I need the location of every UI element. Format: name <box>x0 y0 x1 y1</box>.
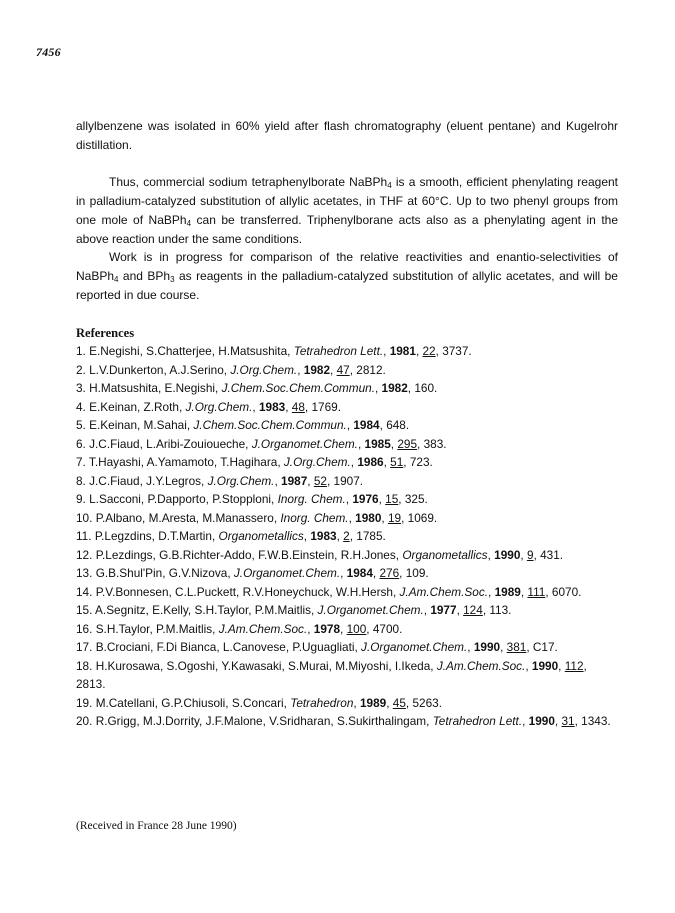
text-segment: is a smooth, efficient phenylating reagent in palladium-catalyzed substitution of allylic acetates, in THF at 60°C. Up to two phenyl groups from one mole of NaBPh <box>76 175 619 227</box>
reference-item: 14. P.V.Bonnesen, C.L.Puckett, R.V.Honeychuck, W.H.Hersh, J.Am.Chem.Soc., 1989, 111, 6070. <box>76 584 582 599</box>
reference-authors: E.Keinan, Z.Roth, <box>89 399 183 414</box>
reference-item: 19. M.Catellani, G.P.Chiusoli, S.Concari, Tetrahedron, 1989, 45, 5263. <box>76 695 442 710</box>
reference-year: 1986 <box>357 455 384 470</box>
subscript: 4 <box>186 218 192 228</box>
reference-volume: 48 <box>291 399 305 414</box>
reference-journal: J.Chem.Soc.Chem.Commun. <box>221 381 375 396</box>
reference-item: 2. L.V.Dunkerton, A.J.Serino, J.Org.Chem., 1982, 47, 2812. <box>76 362 386 377</box>
reference-item: 15. A.Segnitz, E.Kelly, S.H.Taylor, P.M.Maitlis, J.Organomet.Chem., 1977, 124, 113. <box>76 603 512 618</box>
reference-year: 1981 <box>389 344 416 359</box>
reference-pages: 2813. <box>76 677 106 692</box>
text-segment: as reagents in the palladium-catalyzed substitution of allylic acetates, and will be reported in due course. <box>76 268 618 302</box>
reference-authors: L.V.Dunkerton, A.J.Serino, <box>89 362 228 377</box>
reference-year: 1990 <box>473 640 501 655</box>
reference-pages: 325. <box>404 492 428 507</box>
reference-journal: J.Am.Chem.Soc. <box>218 621 308 636</box>
references-list <box>76 342 618 731</box>
reference-journal: J.Am.Chem.Soc. <box>399 584 489 599</box>
reference-item: 4. E.Keinan, Z.Roth, J.Org.Chem., 1983, 48, 1769. <box>76 399 341 414</box>
reference-year: 1990 <box>531 658 559 673</box>
reference-authors: P.Legzdins, D.T.Martin, <box>94 529 216 544</box>
reference-number: 20. <box>76 714 93 729</box>
reference-pages: 5263. <box>412 695 442 710</box>
text-segment: and BPh <box>118 268 171 283</box>
reference-authors: S.H.Taylor, P.M.Maitlis, <box>95 621 216 636</box>
reference-authors: L.Sacconi, P.Dapporto, P.Stopploni, <box>89 492 275 507</box>
reference-journal: Organometallics <box>402 547 488 562</box>
paragraph-conclusion <box>76 173 618 248</box>
reference-pages: 4700. <box>372 621 403 636</box>
reference-journal: J.Org.Chem. <box>230 362 298 377</box>
subscript: 3 <box>170 274 175 284</box>
reference-year: 1984 <box>346 566 373 581</box>
reference-volume: 19 <box>387 510 402 525</box>
reference-item: 11. P.Legzdins, D.T.Martin, Organometallics, 1983, 2, 1785. <box>76 529 386 544</box>
reference-number: 10. <box>76 510 93 525</box>
reference-item: 1. E.Negishi, S.Chatterjee, H.Matsushita, Tetrahedron Lett., 1981, 22, 3737. <box>76 344 472 359</box>
reference-item: 7. T.Hayashi, A.Yamamoto, T.Hagihara, J.Org.Chem., 1986, 51, 723. <box>76 455 433 470</box>
reference-number: 12. <box>76 547 93 562</box>
reference-journal: Tetrahedron Lett. <box>432 714 523 729</box>
reference-authors: H.Matsushita, E.Negishi, <box>89 381 219 396</box>
reference-journal: J.Chem.Soc.Chem.Commun. <box>193 418 347 433</box>
reference-authors: B.Crociani, F.Di Bianca, L.Canovese, P.Uguagliati, <box>95 640 358 655</box>
reference-journal: Inorg. Chem. <box>280 510 349 525</box>
reference-number: 3. <box>76 381 86 396</box>
reference-pages: 3737. <box>442 344 472 359</box>
reference-volume: 31 <box>561 714 575 729</box>
reference-pages: 723. <box>409 455 433 470</box>
reference-item: 16. S.H.Taylor, P.M.Maitlis, J.Am.Chem.Soc., 1978, 100, 4700. <box>76 621 403 636</box>
reference-volume: 295 <box>397 436 418 451</box>
reference-volume: 15 <box>385 492 399 507</box>
reference-number: 19. <box>76 695 93 710</box>
reference-volume: 381 <box>506 640 527 655</box>
reference-number: 14. <box>76 584 93 599</box>
reference-pages: 109. <box>405 566 429 581</box>
reference-journal: J.Org.Chem. <box>185 399 253 414</box>
reference-journal: J.Org.Chem. <box>207 473 275 488</box>
reference-item: 17. B.Crociani, F.Di Bianca, L.Canovese, P.Uguagliati, J.Organomet.Chem., 1990, 381, C17. <box>76 640 558 655</box>
reference-year: 1987 <box>281 473 308 488</box>
reference-number: 1. <box>76 344 86 359</box>
reference-volume: 51 <box>390 455 404 470</box>
reference-pages: 113. <box>489 603 512 618</box>
reference-year: 1978 <box>313 621 341 636</box>
reference-pages: 648. <box>386 418 410 433</box>
reference-number: 17. <box>76 640 93 655</box>
reference-journal: J.Am.Chem.Soc. <box>436 658 526 673</box>
reference-authors: T.Hayashi, A.Yamamoto, T.Hagihara, <box>88 455 281 470</box>
reference-volume: 100 <box>346 621 367 636</box>
reference-year: 1990 <box>528 714 555 729</box>
reference-volume: 112 <box>564 658 584 673</box>
reference-number: 2. <box>76 362 86 377</box>
reference-year: 1982 <box>303 362 331 377</box>
reference-item: 8. J.C.Fiaud, J.Y.Legros, J.Org.Chem., 1987, 52, 1907. <box>76 473 364 488</box>
article-body <box>76 117 618 731</box>
reference-volume: 276 <box>379 566 400 581</box>
reference-year: 1984 <box>353 418 380 433</box>
page-number: 7456 <box>36 45 61 59</box>
reference-authors: G.B.Shul'Pin, G.V.Nizova, <box>95 566 231 581</box>
reference-volume: 52 <box>313 473 327 488</box>
reference-year: 1983 <box>310 529 337 544</box>
reference-authors: J.C.Fiaud, J.Y.Legros, <box>89 473 205 488</box>
reference-volume: 22 <box>422 344 436 359</box>
reference-year: 1989 <box>494 584 521 599</box>
reference-number: 11. <box>76 529 92 544</box>
reference-year: 1983 <box>258 399 286 414</box>
reference-year: 1977 <box>430 603 457 618</box>
reference-journal: J.Org.Chem. <box>283 455 351 470</box>
reference-authors: P.V.Bonnesen, C.L.Puckett, R.V.Honeychuck, W.H.Hersh, <box>95 584 397 599</box>
reference-item: 3. H.Matsushita, E.Negishi, J.Chem.Soc.Chem.Commun., 1982, 160. <box>76 381 438 396</box>
reference-journal: J.Organomet.Chem. <box>317 603 424 618</box>
reference-item: 12. P.Lezdings, G.B.Richter-Addo, F.W.B.Einstein, R.H.Jones, Organometallics, 1990, 9, 431. <box>76 547 564 562</box>
paragraph-spacer <box>76 154 618 173</box>
reference-pages: 1069. <box>407 510 438 525</box>
text-segment: Thus, commercial sodium tetraphenylborate NaBPh <box>109 175 388 190</box>
reference-pages: 431. <box>540 547 564 562</box>
reference-year: 1990 <box>494 547 521 562</box>
reference-pages: 6070. <box>551 584 582 599</box>
reference-item: 6. J.C.Fiaud, L.Aribi-Zouioueche, J.Organomet.Chem., 1985, 295, 383. <box>76 436 447 451</box>
reference-item: 5. E.Keinan, M.Sahai, J.Chem.Soc.Chem.Commun., 1984, 648. <box>76 418 410 433</box>
reference-authors: J.C.Fiaud, L.Aribi-Zouioueche, <box>89 436 249 451</box>
subscript: 4 <box>387 181 392 191</box>
paragraph-continuation: allylbenzene was isolated in 60% yield after flash chromatography (eluent pentane) and Kugelrohr distillation. <box>76 119 618 152</box>
reference-item: 20. R.Grigg, M.J.Dorrity, J.F.Malone, V.Sridharan, S.Sukirthalingam, Tetrahedron Lett., 1990, 31, 1343. <box>76 714 611 729</box>
reference-pages: 2812. <box>356 362 386 377</box>
reference-item: 13. G.B.Shul'Pin, G.V.Nizova, J.Organomet.Chem., 1984, 276, 109. <box>76 566 429 581</box>
reference-item: 10. P.Albano, M.Aresta, M.Manassero, Inorg. Chem., 1980, 19, 1069. <box>76 510 438 525</box>
reference-pages: 1769. <box>311 399 341 414</box>
reference-number: 7. <box>76 455 86 470</box>
reference-volume: 2 <box>343 529 350 544</box>
reference-volume: 47 <box>336 362 350 377</box>
reference-authors: P.Albano, M.Aresta, M.Manassero, <box>95 510 278 525</box>
reference-year: 1976 <box>352 492 379 507</box>
reference-authors: H.Kurosawa, S.Ogoshi, Y.Kawasaki, S.Murai, M.Miyoshi, I.Ikeda, <box>95 658 434 673</box>
reference-year: 1985 <box>364 436 391 451</box>
reference-number: 15. <box>76 603 93 618</box>
text-segment: Work is in progress for comparison of the relative reactivities and enantio-selectivities of NaBPh <box>76 250 618 283</box>
reference-volume: 111 <box>527 584 546 599</box>
reference-number: 16. <box>76 621 93 636</box>
reference-pages: 1907. <box>333 473 364 488</box>
reference-year: 1982 <box>381 381 408 396</box>
reference-volume: 9 <box>526 547 534 562</box>
reference-number: 5. <box>76 418 86 433</box>
reference-pages: 1785. <box>356 529 386 544</box>
reference-journal: Organometallics <box>218 529 304 544</box>
text-segment: can be transferred. Triphenylborane acts also as a phenylating agent in the above reaction under the same conditions. <box>76 212 619 246</box>
paragraph-future-work <box>76 248 618 304</box>
reference-year: 1989 <box>359 695 387 710</box>
reference-journal: J.Organomet.Chem. <box>233 566 341 581</box>
reference-number: 8. <box>76 473 86 488</box>
reference-number: 6. <box>76 436 86 451</box>
reference-authors: P.Lezdings, G.B.Richter-Addo, F.W.B.Einstein, R.H.Jones, <box>95 547 400 562</box>
reference-journal: J.Organomet.Chem. <box>251 436 358 451</box>
reference-journal: Tetrahedron <box>290 695 354 710</box>
reference-authors: M.Catellani, G.P.Chiusoli, S.Concari, <box>95 695 287 710</box>
reference-authors: A.Segnitz, E.Kelly, S.H.Taylor, P.M.Maitlis, <box>95 603 315 618</box>
reference-pages: 160. <box>414 381 438 396</box>
reference-volume: 45 <box>392 695 406 710</box>
reference-authors: E.Keinan, M.Sahai, <box>89 418 191 433</box>
reference-authors: E.Negishi, S.Chatterjee, H.Matsushita, <box>89 344 291 359</box>
received-note: (Received in France 28 June 1990) <box>76 820 237 832</box>
references-heading: References <box>76 326 135 341</box>
reference-year: 1980 <box>355 510 382 525</box>
reference-pages: C17. <box>532 640 558 655</box>
reference-item: 18. H.Kurosawa, S.Ogoshi, Y.Kawasaki, S.Murai, M.Miyoshi, I.Ikeda, J.Am.Chem.Soc., 1990, 112, 2813. <box>76 658 587 692</box>
reference-journal: Inorg. Chem. <box>277 492 346 507</box>
reference-number: 18. <box>76 658 93 673</box>
reference-item: 9. L.Sacconi, P.Dapporto, P.Stopploni, Inorg. Chem., 1976, 15, 325. <box>76 492 428 507</box>
reference-number: 9. <box>76 492 86 507</box>
reference-journal: J.Organomet.Chem. <box>361 640 468 655</box>
reference-pages: 1343. <box>581 714 611 729</box>
reference-number: 4. <box>76 399 86 414</box>
reference-journal: Tetrahedron Lett. <box>293 344 384 359</box>
reference-volume: 124 <box>463 603 483 618</box>
reference-authors: R.Grigg, M.J.Dorrity, J.F.Malone, V.Sridharan, S.Sukirthalingam, <box>95 714 430 729</box>
subscript: 4 <box>114 274 119 284</box>
reference-pages: 383. <box>423 436 447 451</box>
reference-number: 13. <box>76 566 93 581</box>
